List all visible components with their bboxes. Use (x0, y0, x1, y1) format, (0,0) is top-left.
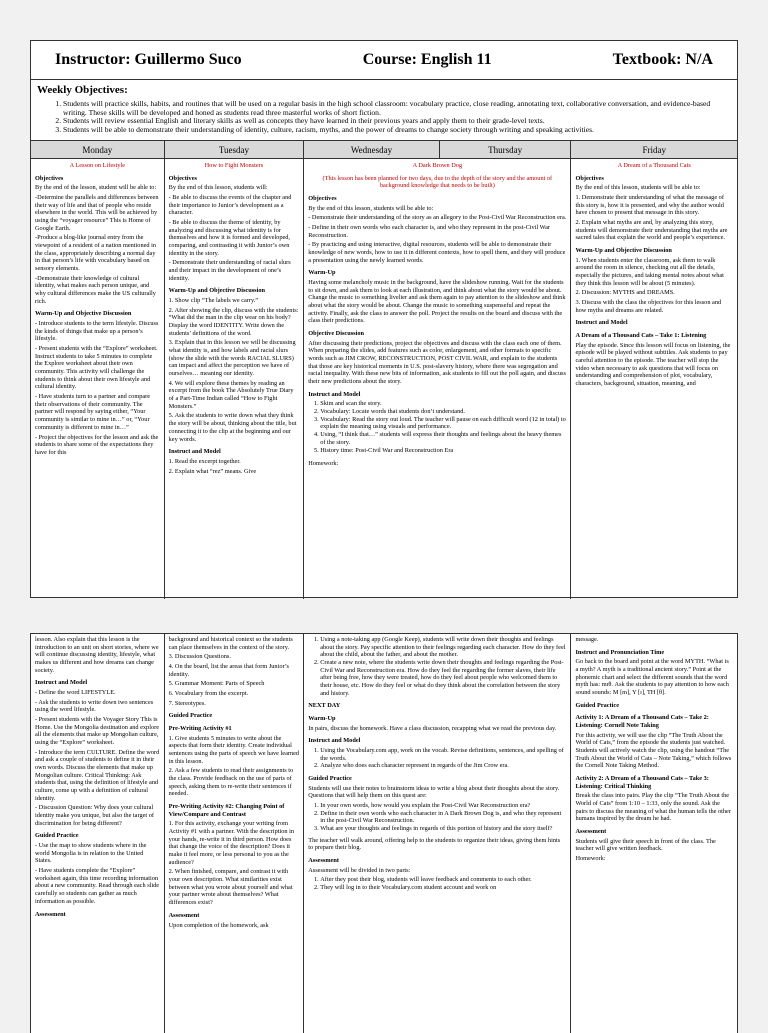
weekly-objective-1: 1. Students will practice skills, habits, and routines that will be used on a regular basis in the high school classroom: vocabulary practice, close reading, annotating text, collaborative conversation, and evidence-based writing. These skills will be developed and honed as students read three masterful works of short fiction. (63, 100, 731, 117)
paragraph: Break the class into pairs. Play the clip “The Truth About the World of Cats” from 1:10 – 1:33, only the sound. Ask the pairs to discuss the meaning of what the human tells the other humans inspired by the dream he had. (575, 792, 731, 823)
paragraph: lesson. Also explain that this lesson is the introduction to an unit on short stories, where we will continue discussing identity, lifestyle, what makes us different and how dreams can change society. (35, 636, 159, 674)
weekly-objectives (31, 80, 737, 141)
section-heading: Activity 1: A Dream of a Thousand Cats – Take 2: Listening: Cornell Note Taking (575, 714, 709, 730)
paragraph: Go back to the board and point at the word MYTH. “What is a myth? A myth is a traditional ancient story.” Point at the phonemic chart and select the different sounds that the word myth has: mɪθ. Ask the students to pay attention to how each sound sounds: M [m], Y [ɪ], TH [θ]. (575, 658, 729, 697)
section-heading: Guided Practice (575, 701, 620, 709)
section-heading: Instruct and Model (308, 390, 361, 398)
list-item: 2. Create a new note, where the students write down their thoughts and feelings regarding the Post-Civil War and Reconstruction era. How do they feel the regarding the former slaves, their life after being free, how they were treated, how do they feel about people who welcomed them to their house, etc. How do they feel or what do they think about the correlation between the story and history. (320, 659, 566, 697)
day-monday: Monday (31, 141, 165, 158)
lesson-title: A Dark Brown Dog (412, 162, 463, 169)
paragraph: - Use the map to show students where in the world Mongolia is in relation to the United States. (35, 842, 147, 865)
day-friday: Friday (642, 144, 666, 155)
weekly-objective-2: 2. Students will review essential English and literary skills as well as concepts they have learned in their previous years and apply them to their grade-level texts. (63, 117, 731, 126)
paragraph: - Have students complete the “Explore” worksheet again, this time recording information about a new community. Read through each slide carefully so students can gather as much information as possible. (35, 867, 160, 905)
list-item: 4. Using, “I think that…” students will express their thoughts and feelings about the heavy themes of the story. (320, 431, 566, 446)
paragraph: 5. Ask the students to write down what they think the story will be about, thinking about the title, but connecting it to the clip at the beginning and our key words. (168, 412, 297, 443)
list-item: 2. Analyze who does each character represent in regards of the Jim Crow era. (320, 762, 566, 770)
wednesday-thursday-column-continued (304, 634, 571, 1033)
monday-column-continued (31, 634, 165, 1033)
paragraph: 1. Demonstrate their understanding of what the message of this story is, how it is presented, and why the author would have chosen to present that message in this story. (575, 194, 724, 217)
paragraph: Homework: (575, 855, 606, 863)
paragraph: By the end of this lesson, students will: (168, 184, 268, 192)
section-heading: Objective Discussion (308, 330, 365, 338)
lesson-title: How to Fight Monsters (204, 162, 264, 169)
section-heading: Assessment (575, 828, 607, 836)
paragraph: - Define the word LIFESTYLE. (35, 689, 116, 697)
list-item: 1. Using a note-taking app (Google Keep), students will write down their thoughts and feelings about the story. Pay specific attention to their feelings regarding each character. How do they feel about the child, about the father, and about the mother. (320, 636, 566, 659)
list-item: 1. Skim and scan the story. (320, 400, 566, 408)
paragraph: 2. Discussion: MYTHS and DREAMS. (575, 289, 675, 297)
instructor-label: Instructor: Guillermo Suco (55, 51, 242, 68)
lesson-grid-continued (30, 633, 738, 1033)
paragraph: - Introduce students to the term lifestyle. Discuss the kinds of things that make up a person’s lifestyle. (35, 320, 159, 343)
paragraph: Having some melancholy music in the background, have the slideshow running. Wait for the students to sit down, and ask them to look at each illustration, and think about what the story would be about. Change the music to something livelier and ask them again to pay attention to the slideshow and think about what the story would be about. Change the music to something suspenseful and repeat the activity. Finally, ask the class to answer the poll. Project the results on the board and discuss with the class their predictions. (308, 279, 566, 325)
paragraph: 6. Vocabulary from the excerpt. (168, 690, 249, 698)
paragraph: -Demonstrate their knowledge of cultural identity, what makes each person unique, and why cultural differences make the US culturally rich. (35, 274, 156, 305)
paragraph: 3. Discussion Questions. (168, 653, 231, 661)
paragraph: - Present students with the “Explore” worksheet. Instruct students to take 5 minutes to complete the Explore worksheet about their own community. This activity will challenge the students to think about their own lifestyle and cultural identity. (35, 345, 158, 391)
lesson-title: A Dream of a Thousand Cats (617, 162, 691, 169)
section-heading: Objectives (575, 174, 604, 182)
paragraph: 2. When finished, compare, and contrast it with your own description. What similarities exist between what you wrote about yourself and what your partner wrote about themselves? What differences exist? (168, 868, 293, 907)
paragraph: 1. Show clip “The labels we carry.” (168, 297, 259, 305)
section-heading: Objectives (308, 195, 337, 203)
paragraph: - Introduce the term CULTURE. Define the word and ask a couple of students to define it in their own words. Discuss the elements that make up Mongolian culture. Critical Thinking: Ask students that, using the definition of lifestyle and culture, come up with a definition of cultural identity. (35, 748, 160, 802)
section-heading: Activity 2: A Dream of a Thousand Cats – Take 3: Listening: Critical Thinking (575, 775, 709, 790)
friday-column (571, 159, 737, 599)
paragraph: background and historical context so the students can place themselves in the context of the story. (168, 636, 293, 651)
paragraph: 1. For this activity, exchange your writing from Activity #1 with a partner. With the description in your hands, re-write it in third person. How does that change the voice of the description? Does it make it feel more, or less personal to you as the audience? (168, 820, 294, 866)
paragraph: -Determine the parallels and differences between their way of life and that of people who reside elsewhere in the world. This will be achieved by using the “voyager resource” This is Home of Google Earth. (35, 194, 159, 232)
section-heading: Objectives (168, 174, 197, 182)
paragraph: - By practicing and using interactive, digital resources, students will be able to demonstrate their knowledge of new words, how to use it in different contexts, how to spell them, and they will produce a presentation using the newly learned words. (308, 241, 566, 264)
paragraph: - Present students with the Voyager Story This is Home. Use the Mongolia destination and explore all the elements that make up Mongolian culture, using the “Explore” worksheet. (35, 716, 159, 747)
paragraph: - Have students turn to a partner and compare their observations of their community. The partner will respond by saying either, “Your community is similar to mine in…” or, “Your community is different to mine in…” (35, 393, 151, 431)
section-heading: Warm-Up (308, 269, 336, 277)
paragraph: Assessment will be divided in two parts: (308, 866, 411, 874)
section-heading: Guided Practice (308, 775, 352, 783)
header (31, 41, 737, 80)
paragraph: - Demonstrate their understanding of racial slurs and their impact in the development of one’s identity. (168, 259, 291, 282)
paragraph: After discussing their predictions, project the objectives and discuss with the class each one of them. When preparing the slides, add features such as color, enlargement, and other formats to specific words such as JIM CROW, RECONSTRUCTION, POST CIVIL WAR, and explain to the students that those are key historical moments in U.S. post-slavery history, where there was segregation and racial inequality. With these new bits of information, ask students to fill out the poll again, and discuss their new predictions about the story. (308, 339, 566, 386)
lesson-grid (31, 159, 737, 599)
paragraph: 3. Explain that in this lesson we will be discussing what identity is, and how labels and racial slurs (show the slide with the words RACIAL SLURS) can impact and affect the perception we have of ourselves… meaning our identity. (168, 339, 296, 378)
section-heading: Instruct and Model (168, 448, 221, 456)
paragraph: 2. Explain what “rez” means. Give (168, 467, 257, 475)
weekly-objective-3: 3. Students will be able to demonstrate their understanding of identity, culture, racism, myths, and the power of dreams to change society through writing and speaking activities. (63, 126, 731, 135)
tuesday-column-continued (165, 634, 305, 1033)
course-label: Course: English 11 (362, 51, 492, 68)
wednesday-thursday-column (304, 159, 571, 599)
paragraph: 1. Give students 5 minutes to write about the aspects that form their identity. Create individual sentences using the parts of speech we have learned in this lesson. (168, 734, 300, 765)
paragraph: By the end of the lesson, student will be able to: (35, 184, 157, 192)
section-heading: Guided Practice (35, 832, 79, 840)
list-item: 2. They will log in to their Vocabulary.com student account and work on (320, 884, 566, 892)
paragraph: message. (575, 636, 599, 643)
section-heading: Warm-Up and Objective Discussion (35, 310, 132, 318)
paragraph: Play the episode. Since this lesson will focus on listening, the episode will be played without subtitles. Ask students to pay careful attention to the episode. The teacher will stop the video when necessary to ask questions that will focus on understanding and comprehension of plot, vocabulary, characters, background, situation, meaning, and (575, 341, 731, 388)
lesson-plan-page-1 (30, 40, 738, 598)
section-heading: Instruct and Pronunciation Time (575, 648, 665, 656)
paragraph: 1. When students enter the classroom, ask them to walk around the room in silence, checking out all the details, especially the pictures, and taking mental notes about what they think this lesson will be about (5 minutes). (575, 256, 724, 287)
tuesday-column (165, 159, 305, 599)
paragraph: Homework: (308, 460, 339, 468)
paragraph: 3. Discuss with the class the objectives for this lesson and how myths and dreams are related. (575, 299, 722, 314)
paragraph: 4. On the board, list the areas that form Junior’s identity. (168, 663, 289, 678)
paragraph: 2. After showing the clip, discuss with the students: “What did the man in the clip wear on his body? Display the word IDENTITY. Write down the students’ definitions of the word. (168, 306, 299, 337)
paragraph: 2. Explain what myths are and, by analyzing this story, students will demonstrate their understanding that myths are sacred tales that explain the world and people’s experience. (575, 219, 728, 242)
list-item: 3. What are your thoughts and feelings in regards of this portion of history and the story itself? (320, 825, 566, 833)
textbook-label: Textbook: N/A (612, 51, 713, 68)
section-heading: Warm-Up and Objective Discussion (168, 287, 266, 295)
paragraph: - Be able to discuss the theme of identity, by analyzing and discussing what identity is for themselves and how it is formed and developed, comparing, and contrasting it with Junior’s own identity in the story. (168, 219, 290, 257)
lesson-plan-page-2 (30, 633, 738, 1033)
list-item: 1. In your own words, how would you explain the Post-Civil War Reconstruction era? (320, 802, 566, 810)
section-heading: Assessment (168, 911, 200, 919)
lesson-title: A Lesson on Lifestyle (69, 162, 126, 169)
list-item: 1. Using the Vocabulary.com app, work on the vocab. Revise definitions, sentences, and spelling of the words. (320, 747, 566, 762)
section-heading: Objectives (35, 174, 64, 182)
paragraph: 2. Ask a few students to read their assignments to the class. Provide feedback on the use of parts of speech, asking them to re-write their sentences if needed. (168, 767, 294, 798)
day-thursday: Thursday (440, 141, 572, 158)
section-heading: NEXT DAY (308, 702, 341, 710)
paragraph: - Ask the students to write down two sentences using the word lifestyle. (35, 698, 154, 714)
section-heading: Instruct and Model (35, 679, 88, 687)
list-item: 2. Define in their own words who each character in A Dark Brown Dog is, and who they represent in the post-Civil War Reconstruction. (320, 810, 566, 825)
paragraph: For this activity, we will use the clip “The Truth About the World of Cats,” from the episode the students just watched. Students will actively watch the clip, using the handout “The Truth About the World of Cats – Note Taking,” which follows the Cornell Note Taking Method. (575, 731, 732, 770)
paragraph: -Produce a blog-like journal entry from the viewpoint of a resident of a nation mentioned in the class, appropriately describing a normal day in that person’s life with vocabulary based on sensory elements. (35, 234, 157, 273)
section-heading: Assessment (35, 910, 66, 918)
paragraph: - Discussion Question: Why does your cultural identity make you unique, but also the target of discrimination for being different? (35, 804, 154, 827)
section-heading: Warm-Up (308, 715, 336, 723)
lesson-note: (This lesson has been planned for two days, due to the depth of the story and the amount of background knowledge that needs to be built) (322, 174, 553, 190)
paragraph: By the end of this lesson, students will be able to: (308, 204, 434, 212)
paragraph: - Project the objectives for the lesson and ask the students to share some of the expectations they have for this (35, 433, 159, 456)
section-heading: Warm-Up and Objective Discussion (575, 247, 672, 255)
paragraph: Students will use their notes to brainstorm ideas to write a blog about their thoughts about the story. Questions that will help them on this quest are: (308, 784, 560, 800)
day-tuesday: Tuesday (165, 141, 305, 158)
paragraph: 1. Read the excerpt together. (168, 457, 241, 465)
day-wednesday: Wednesday (304, 141, 440, 158)
friday-column-continued (571, 634, 737, 1033)
section-heading: Instruct and Model (575, 319, 628, 327)
section-heading: Assessment (308, 857, 340, 865)
list-item: 1. After they post their blog, students will leave feedback and comments to each other. (320, 876, 566, 884)
paragraph: The teacher will walk around, offering help to the students to organize their ideas, giving them hints to prepare their blog. (308, 836, 561, 852)
section-heading: Instruct and Model (308, 737, 361, 745)
section-heading: Guided Practice (168, 712, 213, 720)
weekly-objectives-title: Weekly Objectives: (37, 84, 128, 96)
paragraph: Upon completion of the homework, ask (168, 921, 269, 929)
day-header-row (31, 141, 737, 159)
section-heading: Pre-Writing Activity #2: Changing Point of View/Compare and Contrast (168, 803, 285, 818)
paragraph: 5. Grammar Moment: Parts of Speech (168, 680, 265, 688)
list-item: 3. Vocabulary: Read the story out loud. The teacher will pause on each difficult word (12 in total) to explain the meaning using visuals and performance. (320, 416, 566, 431)
monday-column (31, 159, 165, 599)
paragraph: 7. Stereotypes. (168, 699, 206, 707)
paragraph: 4. We will explore these themes by reading an excerpt from the book The Absolutely True Diary of a Part-Time Indian called “How to Fight Monsters.” (168, 379, 294, 410)
paragraph: Students will give their speech in front of the class. The teacher will give written feedback. (575, 837, 716, 853)
paragraph: - Be able to discuss the events of the chapter and their importance to Junior’s development as a character. (168, 194, 292, 217)
list-item: 2. Vocabulary: Locate words that students don’t understand. (320, 408, 566, 416)
section-heading: Pre-Writing Activity #1 (168, 725, 232, 733)
paragraph: - Demonstrate their understanding of the story as an allegory to the Post-Civil War Reconstruction era. (308, 214, 567, 222)
paragraph: By the end of this lesson, students will be able to: (575, 184, 701, 192)
paragraph: - Define in their own words who each character is, and who they represent in the post-Civil War Reconstruction. (308, 224, 550, 239)
paragraph: In pairs, discuss the homework. Have a class discussion, recapping what we read the previous day. (308, 724, 557, 732)
section-heading: A Dream of a Thousand Cats – Take 1: Listening (575, 332, 707, 340)
list-item: 5. History time: Post-Civil War and Reconstruction Era (320, 447, 566, 455)
